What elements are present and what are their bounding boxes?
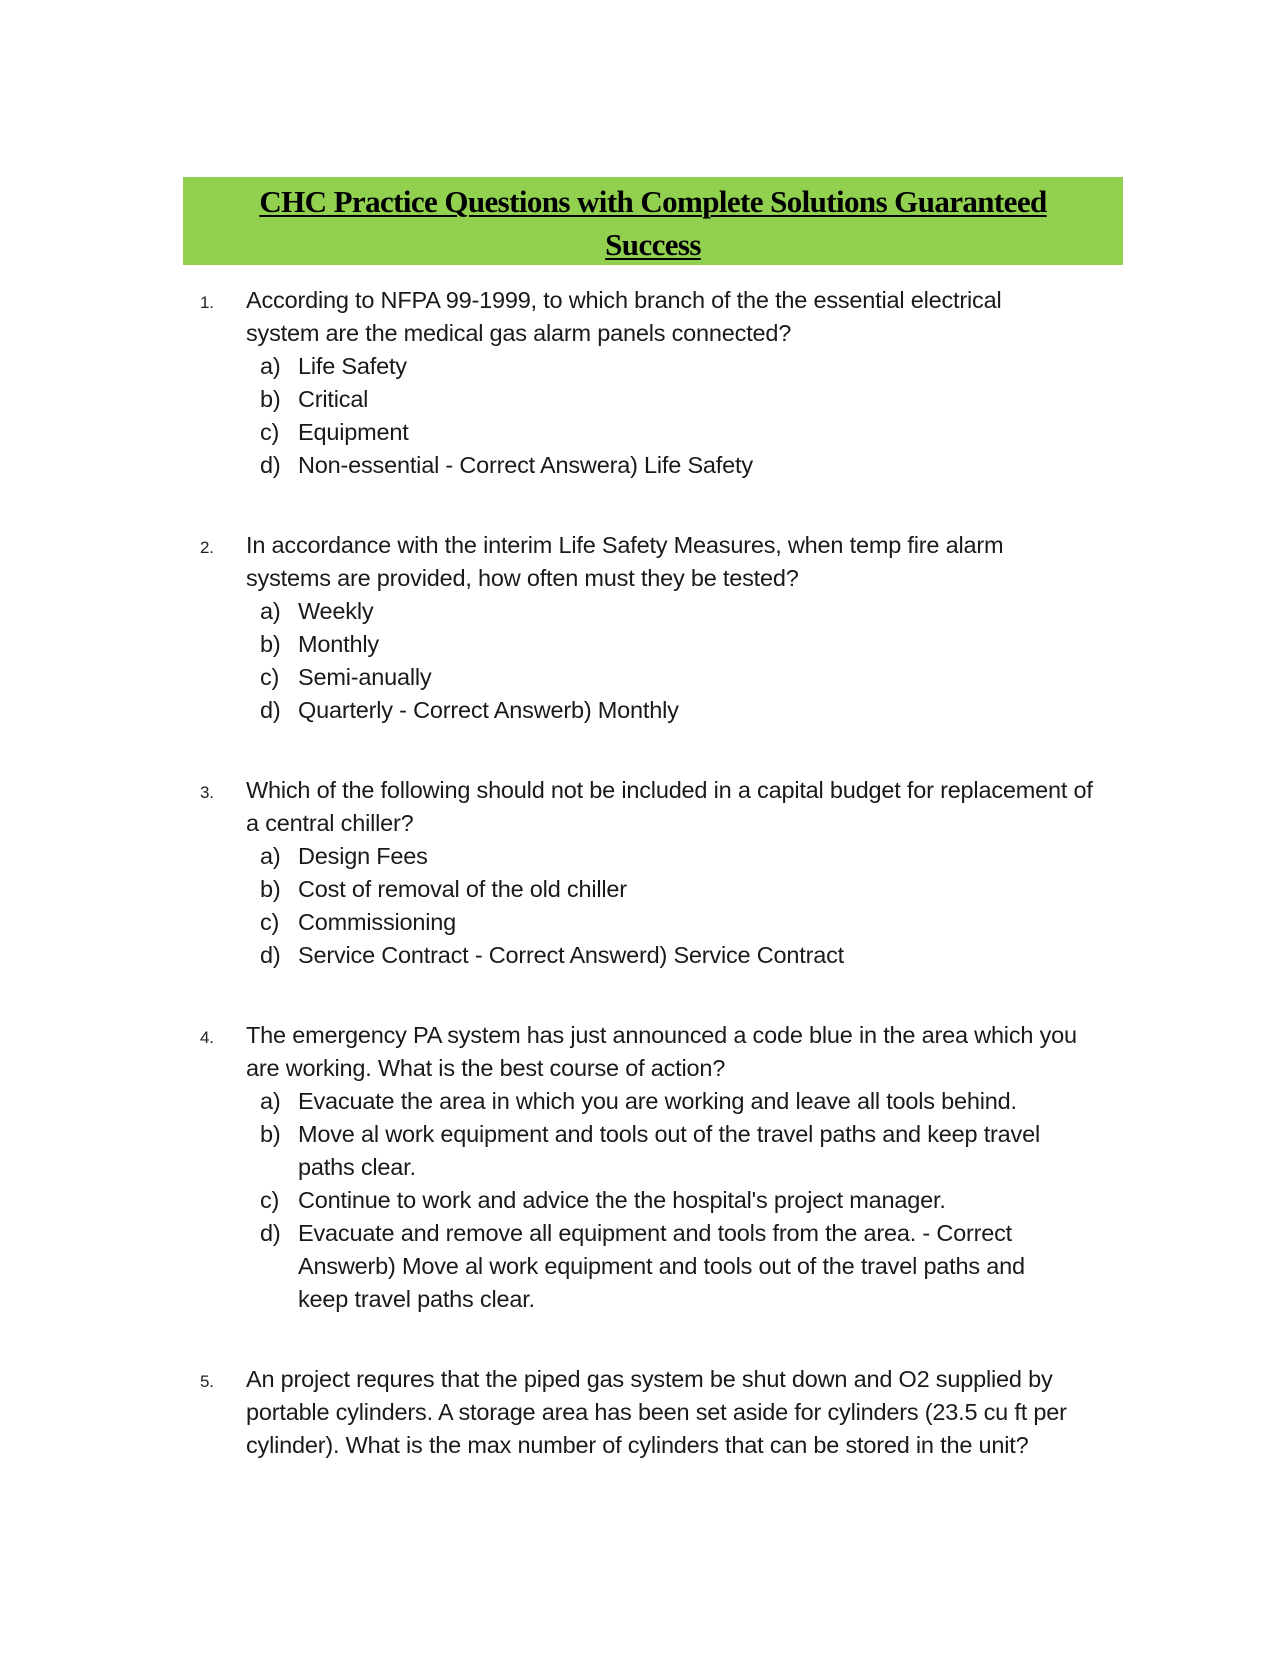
option-text: Life Safety: [298, 353, 407, 379]
question-number: 3.: [200, 783, 214, 802]
question-text: According to NFPA 99-1999, to which branch of the the essential electrical system are the medical gas alarm panels connected?: [246, 287, 1002, 346]
question-text: Which of the following should not be included in a capital budget for replacement of a central chiller?: [246, 777, 1093, 836]
option-d: [260, 694, 1130, 727]
option-a: [260, 350, 1130, 383]
option-b: [260, 873, 1130, 906]
option-text: Evacuate the area in which you are working and leave all tools behind.: [298, 1088, 1017, 1114]
question-text: The emergency PA system has just announced a code blue in the area which you are working. What is the best course of action?: [246, 1022, 1077, 1081]
question-text: An project requres that the piped gas system be shut down and O2 supplied by portable cylinders. A storage area has been set aside for cylinders (23.5 cu ft per cylinder). What is the max number of cylinders that can be stored in the unit?: [246, 1366, 1067, 1458]
option-letter: a): [260, 1088, 281, 1114]
option-a: [260, 840, 1130, 873]
option-text: Commissioning: [298, 909, 457, 935]
option-c: [260, 906, 1130, 939]
question-number: 5.: [200, 1372, 214, 1391]
option-a: [260, 595, 1130, 628]
option-list: [260, 840, 1130, 972]
question-number: 4.: [200, 1028, 214, 1047]
option-letter: d): [260, 697, 281, 723]
option-text: Semi-anually: [298, 664, 432, 690]
option-letter: b): [260, 876, 281, 902]
option-text: Design Fees: [298, 843, 428, 869]
question-4: [200, 1019, 1130, 1316]
option-c: [260, 416, 1130, 449]
option-letter: c): [260, 419, 280, 445]
option-letter: b): [260, 386, 281, 412]
option-text: Non-essential - Correct Answera) Life Safety: [298, 452, 753, 478]
option-text: Quarterly - Correct Answerb) Monthly: [298, 697, 679, 723]
option-c: [260, 1184, 1080, 1217]
question-list: [200, 284, 1130, 1462]
option-letter: b): [260, 1121, 281, 1147]
option-letter: c): [260, 664, 280, 690]
option-text: Weekly: [298, 598, 374, 624]
option-d: [260, 1217, 1080, 1316]
question-5: [200, 1363, 1130, 1462]
option-letter: d): [260, 452, 281, 478]
option-d: [260, 939, 1130, 972]
option-letter: a): [260, 843, 281, 869]
title-line-2: Success: [605, 227, 701, 262]
question-2: [200, 529, 1130, 727]
option-b: [260, 628, 1130, 661]
option-list: [260, 1085, 1080, 1316]
option-c: [260, 661, 1130, 694]
question-1: [200, 284, 1130, 482]
option-letter: c): [260, 909, 280, 935]
question-number: 1.: [200, 293, 214, 312]
option-text: Continue to work and advice the the hospital's project manager.: [298, 1187, 946, 1213]
option-letter: d): [260, 1220, 281, 1246]
option-text: Critical: [298, 386, 369, 412]
option-text: Monthly: [298, 631, 379, 657]
option-text: Cost of removal of the old chiller: [298, 876, 627, 902]
option-d: [260, 449, 1130, 482]
title-banner: [183, 177, 1123, 265]
option-text: Evacuate and remove all equipment and tools from the area. - Correct Answerb) Move al work equipment and tools out of the travel paths and keep travel paths clear.: [298, 1220, 1025, 1312]
question-text: In accordance with the interim Life Safety Measures, when temp fire alarm systems are provided, how often must they be tested?: [246, 532, 1004, 591]
question-number: 2.: [200, 538, 214, 557]
option-text: Service Contract - Correct Answerd) Service Contract: [298, 942, 844, 968]
option-letter: a): [260, 598, 281, 624]
option-letter: a): [260, 353, 281, 379]
option-letter: c): [260, 1187, 280, 1213]
option-letter: b): [260, 631, 281, 657]
option-b: [260, 1118, 1058, 1184]
option-letter: d): [260, 942, 281, 968]
option-list: [260, 350, 1130, 482]
question-3: [200, 774, 1130, 972]
option-list: [260, 595, 1130, 727]
option-a: [260, 1085, 1080, 1118]
option-text: Move al work equipment and tools out of the travel paths and keep travel paths clear.: [298, 1121, 1040, 1180]
option-b: [260, 383, 1130, 416]
option-text: Equipment: [298, 419, 409, 445]
title-line-1: CHC Practice Questions with Complete Solutions Guaranteed: [259, 184, 1047, 219]
